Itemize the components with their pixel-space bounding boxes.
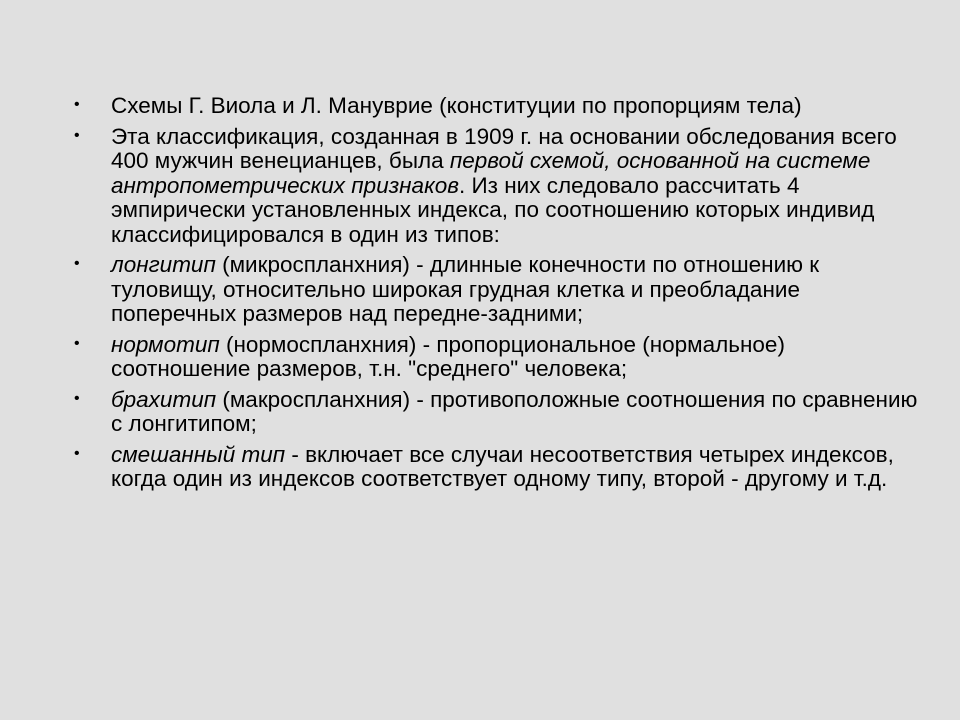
bullet-item <box>74 125 924 248</box>
emphasized-text: лонгитип <box>111 252 216 277</box>
bullet-text <box>111 94 924 119</box>
bullet-dot-icon: • <box>74 389 80 407</box>
bullet-dot-icon: • <box>74 334 80 352</box>
emphasized-text: смешанный тип <box>111 441 286 467</box>
bullet-text <box>111 333 924 382</box>
bullet-dot-icon: • <box>74 96 80 113</box>
text-segment: (микроспланхния) - длинные конечности по отношению к туловищу, относительно широкая грудная клетка и преобладание поперечных размеров над передне-задними; <box>111 252 820 326</box>
text-segment: Эта классификация, созданная в 1909 г. на основании обследования всего 400 мужчин венецианцев, была <box>111 123 897 173</box>
bullet-item <box>74 333 924 382</box>
bullet-text <box>111 443 924 492</box>
text-segment: . Из них следовало рассчитать 4 эмпирически установленных индекса, по соотношению которых индивид классифицировался в один из типов: <box>111 172 875 247</box>
bullet-item <box>74 388 924 437</box>
bullet-item <box>74 94 924 119</box>
bullet-dot-icon: • <box>74 126 80 144</box>
text-segment: (нормоспланхния) - пропорциональное (нормальное) соотношение размеров, т.н. "среднего" человека; <box>111 331 785 381</box>
bullet-item <box>74 443 924 492</box>
text-segment: - включает все случаи несоответствия четырех индексов, когда один из индексов соответствует одному типу, второй - другому и т.д. <box>111 441 894 491</box>
bullet-text <box>111 253 924 327</box>
emphasized-text: нормотип <box>111 331 220 357</box>
bullet-text <box>111 125 924 248</box>
bullet-dot-icon: • <box>74 255 80 272</box>
emphasized-text: первой схемой, основанной на системе антропометрических признаков <box>111 148 871 198</box>
emphasized-text: брахитип <box>111 386 217 412</box>
text-segment: Схемы Г. Виола и Л. Мануврие (конституции по пропорциям тела) <box>111 93 802 118</box>
bullet-list <box>74 94 924 498</box>
bullet-dot-icon: • <box>74 444 80 462</box>
bullet-item <box>74 253 924 327</box>
bullet-text <box>111 388 924 437</box>
text-segment: (макроспланхния) - противоположные соотношения по сравнению с лонгитипом; <box>111 386 918 436</box>
